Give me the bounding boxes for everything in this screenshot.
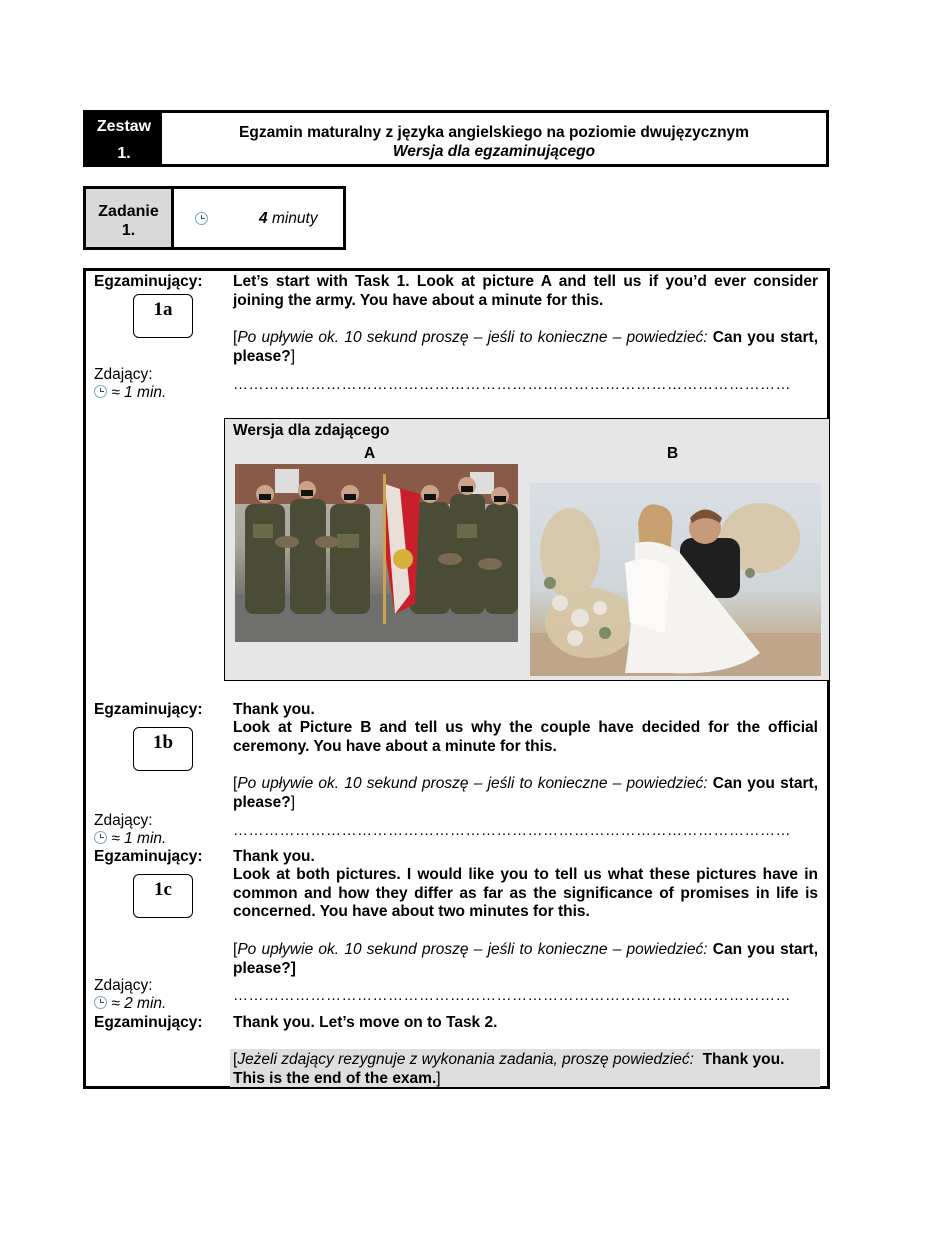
- prompt-phrase: Can you start, please?]: [233, 941, 818, 977]
- task-box: [83, 186, 346, 250]
- task-label: [86, 189, 174, 247]
- closing-line: Thank you. Let’s move on to Task 2.: [233, 1014, 498, 1031]
- exam-title-line1: Egzamin maturalny z języka angielskiego na poziomie dwujęzycznym: [239, 124, 749, 141]
- prompt-phrase: Can you start, please?: [233, 329, 818, 365]
- thank-1b: Thank you.: [233, 701, 315, 718]
- picture-b-wedding: [530, 483, 821, 676]
- task-label-text: Zadanie: [98, 203, 159, 220]
- task-time-value: 4: [259, 210, 268, 227]
- candidate-time-1c: [94, 995, 166, 1014]
- clock-icon: [94, 996, 107, 1009]
- question-1b: Look at Picture B and tell us why the couple have decided for the official ceremony. You have about a minute for this.: [233, 719, 818, 755]
- task-time: [174, 189, 343, 247]
- candidate-label: Zdający:: [94, 812, 153, 829]
- picture-a-soldiers: [235, 464, 518, 642]
- set-number: 1.: [117, 145, 131, 162]
- prompt-instruction: Po upływie ok. 10 sekund proszę – jeśli to konieczne – powiedzieć:: [237, 941, 708, 958]
- note-bracket: [: [233, 1051, 238, 1068]
- picture-a-label: A: [364, 445, 376, 462]
- note-phrase: Thank you. This is the end of the exam.: [233, 1051, 785, 1087]
- time-value: ≈ 1 min.: [111, 384, 167, 401]
- prompt-bracket: ]: [290, 793, 296, 811]
- note-instruction: Jeżeli zdający rezygnuje z wykonania zadania, proszę powiedzieć:: [237, 1051, 694, 1068]
- prompt-1c: [233, 941, 818, 978]
- part-code-1a: 1a: [133, 294, 193, 338]
- candidate-label: Zdający:: [94, 366, 153, 383]
- candidate-version-label: Wersja dla zdającego: [233, 422, 390, 439]
- note-bracket: ]: [436, 1069, 441, 1087]
- closing-note: [233, 1051, 818, 1088]
- prompt-bracket: ]: [290, 347, 296, 365]
- prompt-bracket: [: [233, 941, 238, 958]
- set-label-text: Zestaw: [96, 118, 152, 135]
- picture-b-illustration: [530, 483, 821, 676]
- examiner-label: Egzaminujący:: [94, 701, 203, 718]
- picture-b-label: B: [667, 445, 679, 462]
- question-1c: Look at both pictures. I would like you to tell us what these pictures have in common and how they differ as far as the significance of promises in life is concerned. You have about two minutes for this.: [233, 866, 818, 920]
- clock-icon: [94, 385, 107, 398]
- time-value: ≈ 1 min.: [111, 830, 167, 847]
- thank-1c: Thank you.: [233, 848, 315, 865]
- exam-title: [162, 113, 826, 164]
- answer-line: ………………………………………………………………………………………………: [233, 822, 791, 839]
- answer-line: ………………………………………………………………………………………………: [233, 376, 791, 393]
- time-value: ≈ 2 min.: [111, 995, 167, 1012]
- part-code-1c: 1c: [133, 874, 193, 918]
- part-code-1b: 1b: [133, 727, 193, 771]
- examiner-label: Egzaminujący:: [94, 848, 203, 865]
- prompt-bracket: [: [233, 775, 238, 792]
- exam-header: [83, 110, 829, 167]
- prompt-instruction: Po upływie ok. 10 sekund proszę – jeśli to konieczne – powiedzieć:: [237, 329, 708, 346]
- task-time-unit: minuty: [271, 210, 318, 227]
- prompt-phrase: Can you start, please?: [233, 775, 818, 811]
- picture-a-illustration: [235, 464, 518, 642]
- task-time-text: [259, 210, 318, 228]
- set-label: [86, 113, 162, 164]
- question-1a: Let’s start with Task 1. Look at picture A and tell us if you’d ever consider joining the army. You have about a minute for this.: [233, 273, 818, 309]
- candidate-label: Zdający:: [94, 977, 153, 994]
- prompt-1a: [233, 329, 818, 366]
- prompt-1b: [233, 775, 818, 812]
- clock-icon: [195, 212, 208, 225]
- examiner-label: Egzaminujący:: [94, 1014, 203, 1031]
- prompt-bracket: [: [233, 329, 238, 346]
- exam-title-line2: Wersja dla egzaminującego: [392, 143, 596, 160]
- prompt-instruction: Po upływie ok. 10 sekund proszę – jeśli to konieczne – powiedzieć:: [237, 775, 708, 792]
- examiner-label: Egzaminujący:: [94, 273, 203, 290]
- answer-line: ………………………………………………………………………………………………: [233, 987, 791, 1004]
- clock-icon: [94, 831, 107, 844]
- candidate-time-1a: [94, 384, 166, 403]
- task-number: 1.: [121, 222, 136, 239]
- candidate-time-1b: [94, 830, 166, 849]
